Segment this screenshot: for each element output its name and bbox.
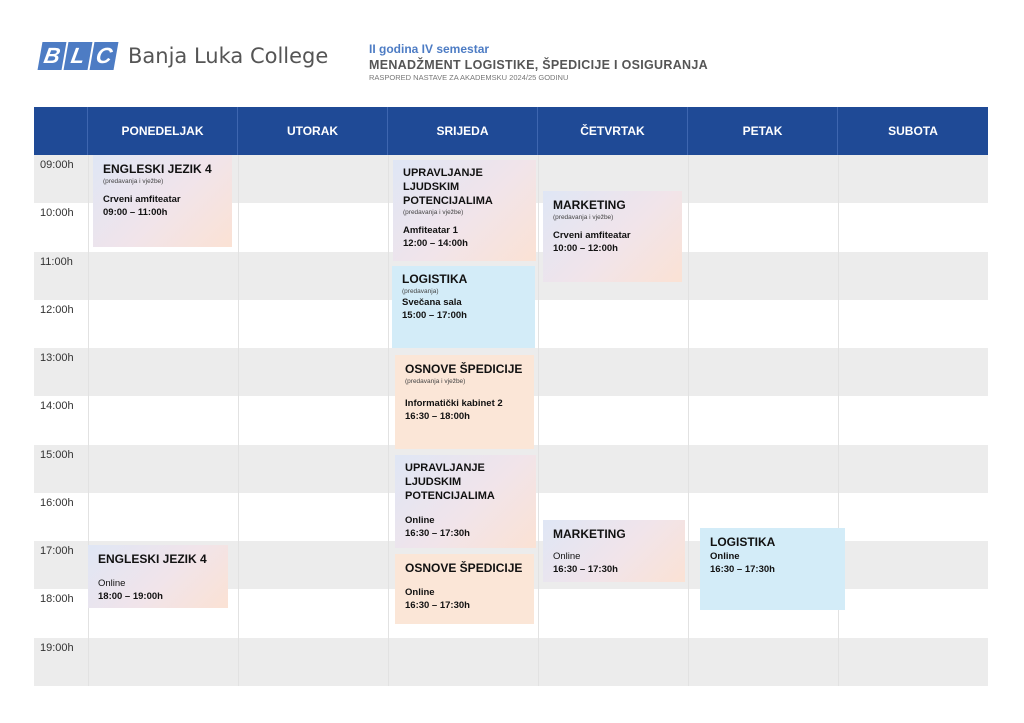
class-type: (predavanja i vježbe) [553,214,614,221]
logo-letter: B [38,42,67,70]
class-type: (predavanja) [402,288,439,295]
class-time: 16:30 – 17:30h [710,564,775,575]
class-block[interactable] [543,191,682,282]
time-label: 10:00h [40,207,74,219]
class-room: Online [405,587,435,598]
class-title: LOGISTIKA [402,272,468,286]
class-room: Informatički kabinet 2 [405,398,503,409]
time-label: 16:00h [40,497,74,509]
day-header-friday: PETAK [688,107,838,155]
class-room: Online [553,551,581,562]
class-title: MARKETING [553,527,626,541]
time-label: 17:00h [40,545,74,557]
class-block[interactable] [395,355,534,449]
class-title: MARKETING [553,198,626,212]
time-column-header [34,107,88,155]
college-logo [40,42,328,70]
schedule-subtitle: RASPORED NASTAVE ZA AKADEMSKU 2024/25 GODINU [369,73,569,82]
class-type: (predavanja i vježbe) [405,378,466,385]
schedule-titles [369,42,708,82]
time-label: 09:00h [40,159,74,171]
program-title: MENADŽMENT LOGISTIKE, ŠPEDICIJE I OSIGURANJA [369,58,708,72]
time-label: 14:00h [40,400,74,412]
day-header-wednesday: SRIJEDA [388,107,538,155]
college-name: Banja Luka College [128,44,329,68]
class-block[interactable] [395,554,534,624]
class-block[interactable] [93,155,232,247]
semester-title: II godina IV semestar [369,42,490,56]
day-header-row [34,107,988,155]
class-room: Online [405,515,435,526]
class-block[interactable] [393,160,536,261]
class-title: ENGLESKI JEZIK 4 [98,552,207,566]
day-header-monday: PONEDELJAK [88,107,238,155]
time-label: 15:00h [40,449,74,461]
time-label: 11:00h [40,256,73,268]
class-time: 10:00 – 12:00h [553,243,618,254]
day-header-tuesday: UTORAK [238,107,388,155]
page-header [40,38,1000,88]
class-time: 16:30 – 17:30h [405,600,470,611]
class-title: OSNOVE ŠPEDICIJE [405,362,523,376]
class-time: 16:30 – 17:30h [405,528,470,539]
class-block[interactable] [392,266,535,348]
class-block[interactable] [700,528,845,610]
class-title: LOGISTIKA [710,535,776,549]
time-label: 18:00h [40,593,74,605]
column-divider [238,155,239,686]
class-title: ENGLESKI JEZIK 4 [103,162,212,176]
class-block[interactable] [395,455,536,548]
class-type: (predavanja i vježbe) [103,178,164,185]
class-block[interactable] [88,545,228,608]
day-header-thursday: ČETVRTAK [538,107,688,155]
class-time: 16:30 – 18:00h [405,411,470,422]
class-title: OSNOVE ŠPEDICIJE [405,561,523,575]
blc-logo-mark [40,42,118,70]
class-room: Amfiteatar 1 [403,225,458,236]
class-room: Svečana sala [402,297,462,308]
column-divider [388,155,389,686]
class-room: Crveni amfiteatar [103,194,181,205]
logo-letter: C [90,42,119,70]
class-time: 09:00 – 11:00h [103,207,168,218]
class-time: 15:00 – 17:00h [402,310,467,321]
class-title: UPRAVLJANJE LJUDSKIM POTENCIJALIMA [403,167,493,207]
day-header-saturday: SUBOTA [888,124,938,138]
class-title: UPRAVLJANJE LJUDSKIM POTENCIJALIMA [405,462,495,502]
class-room: Online [98,578,126,589]
class-room: Online [710,551,740,562]
logo-letter: L [64,42,93,70]
class-time: 18:00 – 19:00h [98,591,163,602]
time-label: 19:00h [40,642,74,654]
class-block[interactable] [543,520,685,582]
class-time: 12:00 – 14:00h [403,238,468,249]
class-time: 16:30 – 17:30h [553,564,618,575]
class-room: Crveni amfiteatar [553,230,631,241]
time-label: 13:00h [40,352,74,364]
column-divider [688,155,689,686]
class-type: (predavanja i vježbe) [403,209,464,216]
time-label: 12:00h [40,304,74,316]
column-divider [538,155,539,686]
